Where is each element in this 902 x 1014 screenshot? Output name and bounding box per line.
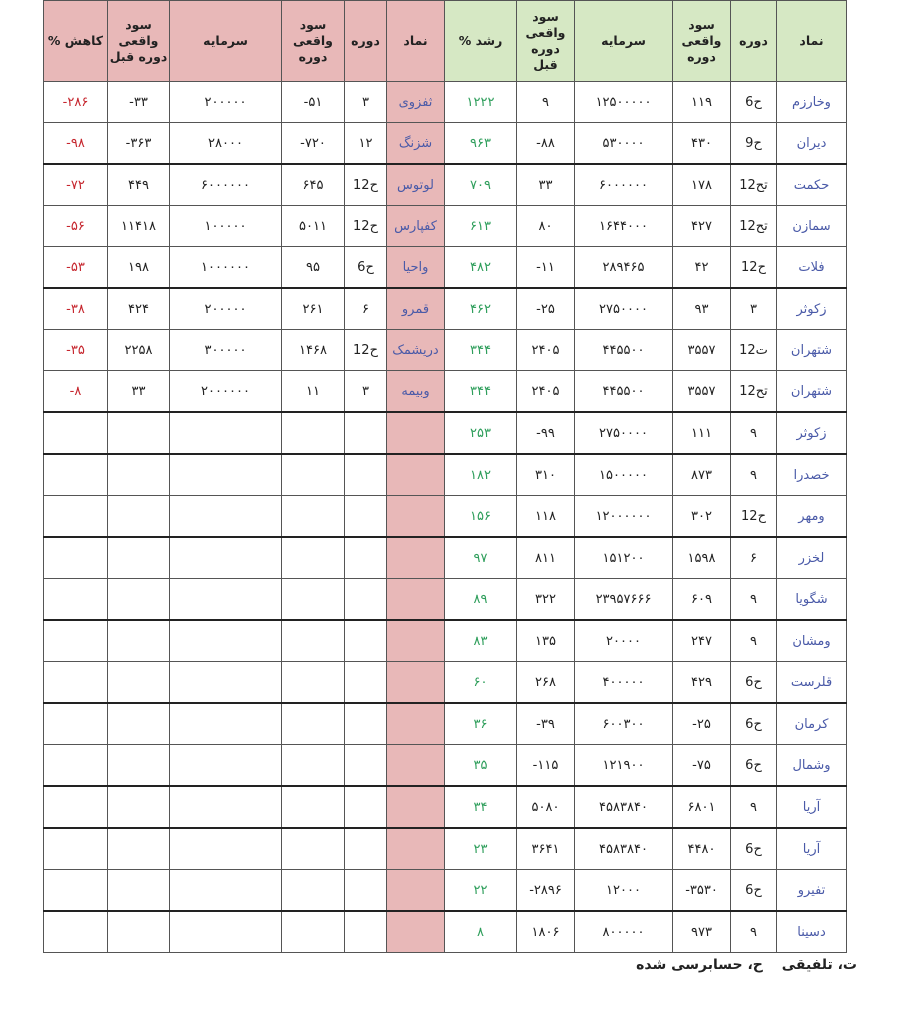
kahesh-cell bbox=[44, 620, 108, 662]
kahesh-cell bbox=[44, 828, 108, 870]
sood-ghabl-right-cell: ۳۱۰ bbox=[517, 454, 575, 496]
header-sood-ghabl-right: سود واقعی دوره قبل bbox=[517, 1, 575, 82]
table-row bbox=[44, 288, 847, 330]
sood-ghabl-right-cell: ۹ bbox=[517, 82, 575, 123]
sood-ghabl-right-cell: ۲۶۸ bbox=[517, 662, 575, 704]
sood-ghabl-left-cell: ۳۳ bbox=[108, 371, 170, 413]
sood-ghabl-left-cell bbox=[108, 412, 170, 454]
sarmaye-left-cell: ۱۰۰۰۰۰ bbox=[170, 206, 282, 247]
sood-doreh-left-cell bbox=[282, 828, 345, 870]
namad-right-cell: فلات bbox=[777, 247, 847, 289]
sarmaye-left-cell: ۳۰۰۰۰۰ bbox=[170, 330, 282, 371]
sarmaye-right-cell: ۱۲۱۹۰۰ bbox=[575, 745, 673, 787]
roshd-cell: ۳۶ bbox=[445, 703, 517, 745]
roshd-cell: ۴۸۲ bbox=[445, 247, 517, 289]
sood-doreh-right-cell: ۱۵۹۸ bbox=[673, 537, 731, 579]
sarmaye-right-cell: ۵۳۰۰۰۰ bbox=[575, 123, 673, 165]
doreh-right-cell: ۹ bbox=[731, 454, 777, 496]
roshd-cell: ۱۵۶ bbox=[445, 496, 517, 538]
sood-ghabl-left-cell: -۳۳ bbox=[108, 82, 170, 123]
doreh-left-cell: ۱۲ bbox=[345, 123, 387, 165]
header-doreh-right: دوره bbox=[731, 1, 777, 82]
namad-right-cell: قلرست bbox=[777, 662, 847, 704]
kahesh-cell bbox=[44, 662, 108, 704]
namad-right-cell: وخارزم bbox=[777, 82, 847, 123]
sood-ghabl-right-cell: -۳۹ bbox=[517, 703, 575, 745]
roshd-cell: ۳۴۴ bbox=[445, 371, 517, 413]
sood-ghabl-left-cell bbox=[108, 911, 170, 953]
roshd-cell: ۴۶۲ bbox=[445, 288, 517, 330]
table-row bbox=[44, 828, 847, 870]
kahesh-cell: -۲۸۶ bbox=[44, 82, 108, 123]
sood-doreh-left-cell: -۵۱ bbox=[282, 82, 345, 123]
sood-doreh-left-cell bbox=[282, 412, 345, 454]
sood-doreh-left-cell bbox=[282, 911, 345, 953]
doreh-right-cell: 6ح bbox=[731, 662, 777, 704]
doreh-left-cell bbox=[345, 620, 387, 662]
sood-doreh-right-cell: ۱۱۹ bbox=[673, 82, 731, 123]
table-row bbox=[44, 579, 847, 621]
table-row bbox=[44, 496, 847, 538]
namad-left-cell: شزنگ bbox=[387, 123, 445, 165]
sood-doreh-left-cell bbox=[282, 537, 345, 579]
roshd-cell: ۱۸۲ bbox=[445, 454, 517, 496]
kahesh-cell bbox=[44, 745, 108, 787]
sood-ghabl-left-cell: ۴۲۴ bbox=[108, 288, 170, 330]
sood-ghabl-left-cell bbox=[108, 828, 170, 870]
namad-right-cell: آریا bbox=[777, 828, 847, 870]
sood-doreh-right-cell: ۶۸۰۱ bbox=[673, 786, 731, 828]
roshd-cell: ۹۶۳ bbox=[445, 123, 517, 165]
roshd-cell: ۷۰۹ bbox=[445, 164, 517, 206]
sarmaye-left-cell bbox=[170, 745, 282, 787]
sarmaye-left-cell bbox=[170, 828, 282, 870]
kahesh-cell bbox=[44, 703, 108, 745]
namad-right-cell: آریا bbox=[777, 786, 847, 828]
sood-doreh-left-cell bbox=[282, 745, 345, 787]
sood-ghabl-left-cell bbox=[108, 662, 170, 704]
header-sarmaye-right: سرمایه bbox=[575, 1, 673, 82]
sood-ghabl-left-cell: ۴۴۹ bbox=[108, 164, 170, 206]
doreh-left-cell bbox=[345, 870, 387, 912]
sood-doreh-right-cell: ۳۵۵۷ bbox=[673, 330, 731, 371]
sarmaye-left-cell bbox=[170, 620, 282, 662]
table-row bbox=[44, 247, 847, 289]
sood-doreh-left-cell: ۱۱ bbox=[282, 371, 345, 413]
roshd-cell: ۱۲۲۲ bbox=[445, 82, 517, 123]
doreh-left-cell bbox=[345, 703, 387, 745]
sood-ghabl-right-cell: -۸۸ bbox=[517, 123, 575, 165]
sarmaye-right-cell: ۶۰۰۰۰۰۰ bbox=[575, 164, 673, 206]
sood-ghabl-left-cell: ۲۲۵۸ bbox=[108, 330, 170, 371]
doreh-left-cell bbox=[345, 412, 387, 454]
sood-ghabl-left-cell: -۳۶۳ bbox=[108, 123, 170, 165]
namad-right-cell: دیران bbox=[777, 123, 847, 165]
sood-doreh-left-cell: ۵۰۱۱ bbox=[282, 206, 345, 247]
sood-doreh-right-cell: ۸۷۳ bbox=[673, 454, 731, 496]
sood-ghabl-right-cell: ۳۳ bbox=[517, 164, 575, 206]
sood-doreh-left-cell bbox=[282, 496, 345, 538]
namad-left-cell: وبیمه bbox=[387, 371, 445, 413]
namad-left-cell: قمرو bbox=[387, 288, 445, 330]
roshd-cell: ۸۳ bbox=[445, 620, 517, 662]
namad-right-cell: تفیرو bbox=[777, 870, 847, 912]
sood-doreh-right-cell: ۶۰۹ bbox=[673, 579, 731, 621]
header-kahesh: % کاهش bbox=[44, 1, 108, 82]
header-sood-doreh-right: سود واقعی دوره bbox=[673, 1, 731, 82]
roshd-cell: ۸۹ bbox=[445, 579, 517, 621]
sood-doreh-right-cell: ۳۰۲ bbox=[673, 496, 731, 538]
sood-doreh-left-cell: ۶۴۵ bbox=[282, 164, 345, 206]
table-row bbox=[44, 870, 847, 912]
sood-doreh-right-cell: ۳۵۵۷ bbox=[673, 371, 731, 413]
namad-right-cell: زکوثر bbox=[777, 288, 847, 330]
kahesh-cell bbox=[44, 496, 108, 538]
sood-ghabl-right-cell: -۱۱ bbox=[517, 247, 575, 289]
sood-doreh-left-cell bbox=[282, 786, 345, 828]
doreh-right-cell: ۶ bbox=[731, 537, 777, 579]
sarmaye-right-cell: ۲۸۹۴۶۵ bbox=[575, 247, 673, 289]
doreh-right-cell: 6ح bbox=[731, 82, 777, 123]
sood-ghabl-right-cell: ۱۸۰۶ bbox=[517, 911, 575, 953]
sood-doreh-right-cell: ۱۱۱ bbox=[673, 412, 731, 454]
sood-doreh-right-cell: ۲۴۷ bbox=[673, 620, 731, 662]
sood-doreh-left-cell bbox=[282, 662, 345, 704]
sood-doreh-right-cell: ۴۳۰ bbox=[673, 123, 731, 165]
namad-right-cell: حکمت bbox=[777, 164, 847, 206]
header-doreh-left: دوره bbox=[345, 1, 387, 82]
sarmaye-left-cell bbox=[170, 870, 282, 912]
namad-left-cell: لوتوس bbox=[387, 164, 445, 206]
doreh-right-cell: 9ح bbox=[731, 123, 777, 165]
sood-doreh-left-cell: ۹۵ bbox=[282, 247, 345, 289]
sood-ghabl-right-cell: ۵۰۸۰ bbox=[517, 786, 575, 828]
namad-left-cell bbox=[387, 870, 445, 912]
table-row bbox=[44, 371, 847, 413]
doreh-left-cell: 12ح bbox=[345, 330, 387, 371]
doreh-left-cell: 6ح bbox=[345, 247, 387, 289]
roshd-cell: ۲۵۳ bbox=[445, 412, 517, 454]
sood-doreh-right-cell: ۴۲ bbox=[673, 247, 731, 289]
table-row bbox=[44, 206, 847, 247]
sood-ghabl-left-cell bbox=[108, 454, 170, 496]
sood-ghabl-right-cell: ۳۲۲ bbox=[517, 579, 575, 621]
namad-left-cell bbox=[387, 496, 445, 538]
doreh-left-cell: ۳ bbox=[345, 82, 387, 123]
doreh-right-cell: 6ح bbox=[731, 870, 777, 912]
doreh-left-cell bbox=[345, 579, 387, 621]
doreh-right-cell: 6ح bbox=[731, 703, 777, 745]
sood-ghabl-right-cell: ۱۱۸ bbox=[517, 496, 575, 538]
namad-right-cell: دسینا bbox=[777, 911, 847, 953]
sood-doreh-left-cell: ۲۶۱ bbox=[282, 288, 345, 330]
sarmaye-right-cell: ۴۰۰۰۰۰ bbox=[575, 662, 673, 704]
sood-doreh-left-cell bbox=[282, 579, 345, 621]
doreh-right-cell: ۹ bbox=[731, 412, 777, 454]
sood-doreh-right-cell: -۷۵ bbox=[673, 745, 731, 787]
sarmaye-right-cell: ۱۶۴۴۰۰۰ bbox=[575, 206, 673, 247]
doreh-left-cell bbox=[345, 911, 387, 953]
header-row bbox=[44, 1, 847, 82]
sood-ghabl-left-cell bbox=[108, 703, 170, 745]
kahesh-cell: -۵۳ bbox=[44, 247, 108, 289]
doreh-left-cell bbox=[345, 745, 387, 787]
sarmaye-right-cell: ۲۰۰۰۰ bbox=[575, 620, 673, 662]
sarmaye-left-cell bbox=[170, 496, 282, 538]
kahesh-cell: -۳۸ bbox=[44, 288, 108, 330]
sood-ghabl-right-cell: -۱۱۵ bbox=[517, 745, 575, 787]
table-row bbox=[44, 123, 847, 165]
roshd-cell: ۳۴۴ bbox=[445, 330, 517, 371]
doreh-right-cell: ۹ bbox=[731, 911, 777, 953]
sarmaye-right-cell: ۴۴۵۵۰۰ bbox=[575, 330, 673, 371]
sarmaye-left-cell: ۲۰۰۰۰۰ bbox=[170, 288, 282, 330]
namad-right-cell: ومشان bbox=[777, 620, 847, 662]
sood-doreh-right-cell: ۴۴۸۰ bbox=[673, 828, 731, 870]
sood-ghabl-left-cell bbox=[108, 870, 170, 912]
namad-left-cell bbox=[387, 454, 445, 496]
table-row bbox=[44, 454, 847, 496]
kahesh-cell: -۷۲ bbox=[44, 164, 108, 206]
sarmaye-right-cell: ۴۵۸۳۸۴۰ bbox=[575, 828, 673, 870]
sarmaye-left-cell: ۲۸۰۰۰ bbox=[170, 123, 282, 165]
sood-doreh-left-cell bbox=[282, 870, 345, 912]
sarmaye-left-cell bbox=[170, 703, 282, 745]
sood-ghabl-left-cell bbox=[108, 579, 170, 621]
doreh-left-cell: 12ح bbox=[345, 206, 387, 247]
sood-doreh-right-cell: ۱۷۸ bbox=[673, 164, 731, 206]
sood-ghabl-right-cell: -۲۵ bbox=[517, 288, 575, 330]
sood-doreh-right-cell: ۴۲۷ bbox=[673, 206, 731, 247]
doreh-right-cell: ۹ bbox=[731, 579, 777, 621]
header-roshd: % رشد bbox=[445, 1, 517, 82]
doreh-left-cell: ۳ bbox=[345, 371, 387, 413]
sarmaye-right-cell: ۱۲۵۰۰۰۰۰ bbox=[575, 82, 673, 123]
namad-left-cell bbox=[387, 786, 445, 828]
sood-ghabl-right-cell: ۲۴۰۵ bbox=[517, 330, 575, 371]
sarmaye-left-cell: ۲۰۰۰۰۰ bbox=[170, 82, 282, 123]
sarmaye-left-cell: ۲۰۰۰۰۰۰ bbox=[170, 371, 282, 413]
table-row bbox=[44, 537, 847, 579]
sarmaye-left-cell bbox=[170, 911, 282, 953]
sarmaye-right-cell: ۲۳۹۵۷۶۶۶ bbox=[575, 579, 673, 621]
doreh-right-cell: 12تح bbox=[731, 371, 777, 413]
sood-ghabl-left-cell: ۱۹۸ bbox=[108, 247, 170, 289]
table-row bbox=[44, 412, 847, 454]
sood-ghabl-left-cell bbox=[108, 745, 170, 787]
sarmaye-right-cell: ۱۵۱۲۰۰ bbox=[575, 537, 673, 579]
kahesh-cell bbox=[44, 454, 108, 496]
sood-ghabl-left-cell bbox=[108, 786, 170, 828]
sarmaye-right-cell: ۱۲۰۰۰۰۰۰ bbox=[575, 496, 673, 538]
sood-ghabl-right-cell: -۲۸۹۶ bbox=[517, 870, 575, 912]
doreh-right-cell: 12ت bbox=[731, 330, 777, 371]
namad-left-cell: دریشمک bbox=[387, 330, 445, 371]
doreh-right-cell: 12تح bbox=[731, 164, 777, 206]
header-sood-ghabl-left: سود واقعی دوره قبل bbox=[108, 1, 170, 82]
sood-doreh-left-cell: ۱۴۶۸ bbox=[282, 330, 345, 371]
doreh-left-cell bbox=[345, 496, 387, 538]
sood-ghabl-right-cell: ۱۳۵ bbox=[517, 620, 575, 662]
roshd-cell: ۹۷ bbox=[445, 537, 517, 579]
kahesh-cell: -۳۵ bbox=[44, 330, 108, 371]
table-row bbox=[44, 662, 847, 704]
header-namad-left: نماد bbox=[387, 1, 445, 82]
doreh-right-cell: 6ح bbox=[731, 745, 777, 787]
kahesh-cell bbox=[44, 870, 108, 912]
header-sood-doreh-left: سود واقعی دوره bbox=[282, 1, 345, 82]
table-row bbox=[44, 911, 847, 953]
sarmaye-left-cell bbox=[170, 454, 282, 496]
namad-left-cell bbox=[387, 662, 445, 704]
header-sarmaye-left: سرمایه bbox=[170, 1, 282, 82]
doreh-left-cell: 12ح bbox=[345, 164, 387, 206]
doreh-left-cell: ۶ bbox=[345, 288, 387, 330]
sood-doreh-right-cell: -۳۵۳۰ bbox=[673, 870, 731, 912]
sood-ghabl-right-cell: ۲۴۰۵ bbox=[517, 371, 575, 413]
namad-left-cell bbox=[387, 911, 445, 953]
doreh-right-cell: 12تح bbox=[731, 206, 777, 247]
namad-left-cell bbox=[387, 620, 445, 662]
namad-right-cell: شگویا bbox=[777, 579, 847, 621]
sood-doreh-right-cell: ۹۷۳ bbox=[673, 911, 731, 953]
table-row bbox=[44, 703, 847, 745]
roshd-cell: ۸ bbox=[445, 911, 517, 953]
doreh-left-cell bbox=[345, 828, 387, 870]
sarmaye-left-cell bbox=[170, 662, 282, 704]
roshd-cell: ۶۱۳ bbox=[445, 206, 517, 247]
sood-ghabl-right-cell: ۸۰ bbox=[517, 206, 575, 247]
sarmaye-right-cell: ۲۷۵۰۰۰۰ bbox=[575, 412, 673, 454]
sarmaye-left-cell: ۶۰۰۰۰۰۰ bbox=[170, 164, 282, 206]
roshd-cell: ۲۲ bbox=[445, 870, 517, 912]
roshd-cell: ۲۳ bbox=[445, 828, 517, 870]
namad-right-cell: شتهران bbox=[777, 330, 847, 371]
table-row bbox=[44, 620, 847, 662]
doreh-right-cell: 6ح bbox=[731, 828, 777, 870]
sarmaye-right-cell: ۲۷۵۰۰۰۰ bbox=[575, 288, 673, 330]
kahesh-cell bbox=[44, 911, 108, 953]
sarmaye-right-cell: ۱۲۰۰۰ bbox=[575, 870, 673, 912]
namad-left-cell: واحیا bbox=[387, 247, 445, 289]
legend-hesabresi: ح، حسابرسی شده bbox=[636, 957, 763, 973]
sarmaye-right-cell: ۴۵۸۳۸۴۰ bbox=[575, 786, 673, 828]
sood-doreh-left-cell: -۷۲۰ bbox=[282, 123, 345, 165]
sood-doreh-right-cell: -۲۵ bbox=[673, 703, 731, 745]
kahesh-cell bbox=[44, 579, 108, 621]
sarmaye-left-cell bbox=[170, 579, 282, 621]
namad-right-cell: خصدرا bbox=[777, 454, 847, 496]
doreh-right-cell: ۹ bbox=[731, 620, 777, 662]
header-namad-right: نماد bbox=[777, 1, 847, 82]
kahesh-cell: -۸ bbox=[44, 371, 108, 413]
kahesh-cell bbox=[44, 786, 108, 828]
sood-doreh-right-cell: ۹۳ bbox=[673, 288, 731, 330]
namad-right-cell: شتهران bbox=[777, 371, 847, 413]
sarmaye-right-cell: ۴۴۵۵۰۰ bbox=[575, 371, 673, 413]
table-row bbox=[44, 330, 847, 371]
roshd-cell: ۳۵ bbox=[445, 745, 517, 787]
sarmaye-left-cell bbox=[170, 786, 282, 828]
namad-left-cell bbox=[387, 703, 445, 745]
sarmaye-right-cell: ۸۰۰۰۰۰ bbox=[575, 911, 673, 953]
kahesh-cell bbox=[44, 537, 108, 579]
kahesh-cell bbox=[44, 412, 108, 454]
namad-right-cell: کرمان bbox=[777, 703, 847, 745]
roshd-cell: ۳۴ bbox=[445, 786, 517, 828]
doreh-left-cell bbox=[345, 662, 387, 704]
sood-ghabl-left-cell bbox=[108, 537, 170, 579]
sarmaye-left-cell: ۱۰۰۰۰۰۰ bbox=[170, 247, 282, 289]
sood-ghabl-right-cell: ۳۶۴۱ bbox=[517, 828, 575, 870]
sarmaye-right-cell: ۱۵۰۰۰۰۰ bbox=[575, 454, 673, 496]
roshd-cell: ۶۰ bbox=[445, 662, 517, 704]
sood-doreh-left-cell bbox=[282, 454, 345, 496]
sood-doreh-left-cell bbox=[282, 703, 345, 745]
sood-ghabl-left-cell bbox=[108, 496, 170, 538]
doreh-right-cell: 12ح bbox=[731, 496, 777, 538]
namad-left-cell bbox=[387, 412, 445, 454]
namad-right-cell: لخزر bbox=[777, 537, 847, 579]
legend-talfighi: ت، تلفیقی bbox=[781, 957, 857, 973]
table-row bbox=[44, 82, 847, 123]
sood-ghabl-left-cell: ۱۱۴۱۸ bbox=[108, 206, 170, 247]
table-row bbox=[44, 164, 847, 206]
namad-left-cell bbox=[387, 745, 445, 787]
namad-right-cell: وشمال bbox=[777, 745, 847, 787]
kahesh-cell: -۹۸ bbox=[44, 123, 108, 165]
kahesh-cell: -۵۶ bbox=[44, 206, 108, 247]
namad-left-cell bbox=[387, 579, 445, 621]
earnings-table bbox=[43, 0, 847, 953]
sood-ghabl-right-cell: ۸۱۱ bbox=[517, 537, 575, 579]
namad-right-cell: سمازن bbox=[777, 206, 847, 247]
namad-left-cell: ثفزوی bbox=[387, 82, 445, 123]
sarmaye-right-cell: ۶۰۰۳۰۰ bbox=[575, 703, 673, 745]
namad-left-cell: کفپارس bbox=[387, 206, 445, 247]
sood-doreh-left-cell bbox=[282, 620, 345, 662]
doreh-left-cell bbox=[345, 537, 387, 579]
sood-doreh-right-cell: ۴۲۹ bbox=[673, 662, 731, 704]
namad-left-cell bbox=[387, 828, 445, 870]
legend-footer bbox=[622, 957, 857, 973]
doreh-right-cell: ۹ bbox=[731, 786, 777, 828]
doreh-left-cell bbox=[345, 454, 387, 496]
sood-ghabl-right-cell: -۹۹ bbox=[517, 412, 575, 454]
doreh-right-cell: 12ح bbox=[731, 247, 777, 289]
sarmaye-left-cell bbox=[170, 412, 282, 454]
doreh-left-cell bbox=[345, 786, 387, 828]
table-row bbox=[44, 745, 847, 787]
namad-right-cell: ومهر bbox=[777, 496, 847, 538]
table-row bbox=[44, 786, 847, 828]
sarmaye-left-cell bbox=[170, 537, 282, 579]
namad-right-cell: زکوثر bbox=[777, 412, 847, 454]
namad-left-cell bbox=[387, 537, 445, 579]
sood-ghabl-left-cell bbox=[108, 620, 170, 662]
doreh-right-cell: ۳ bbox=[731, 288, 777, 330]
